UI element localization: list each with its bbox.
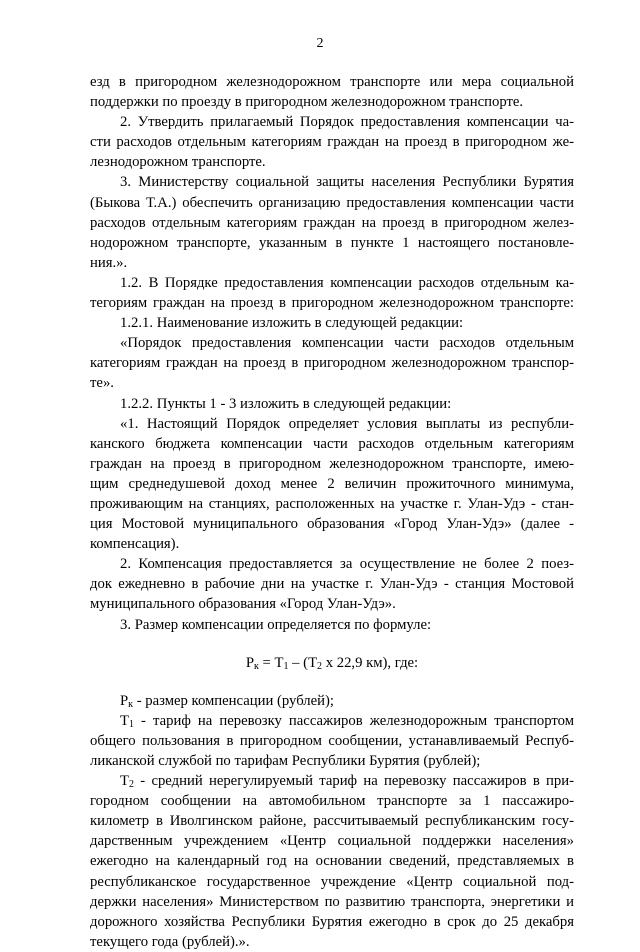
- text-line: общего пользования в пригородном сообщении, устанавливаемый Респуб-: [90, 732, 574, 749]
- text-line: держки населения» Министерством по развитию транспорта, энергетики и: [90, 893, 574, 910]
- text-line: 2. Компенсация предоставляется за осуществление не более 2 поез-: [120, 556, 574, 573]
- text-line: ликанской службой по тарифам Республики Бурятия (рублей);: [90, 753, 481, 769]
- text-line: езд в пригородном железнодорожном транспорте или мера социальной: [90, 74, 574, 90]
- def-text: - размер компенсации (рублей);: [133, 692, 334, 709]
- formula-tail: x 22,9 км), где:: [322, 654, 419, 671]
- text-line: тегориям граждан на проезд в пригородном железнодорожном транспорте:: [90, 295, 574, 312]
- text-line: граждан на проезд в пригородном железнодорожном транспорте, имею-: [90, 455, 574, 472]
- text-line: текущего года (рублей).».: [90, 933, 250, 950]
- text-line: лезнодорожном транспорте.: [90, 154, 266, 171]
- text-line: категориям граждан на проезд в пригородном железнодорожном транспор-: [90, 355, 574, 372]
- definition-t1: [90, 711, 574, 731]
- text-line: «1. Настоящий Порядок определяет условия выплаты из республи-: [120, 415, 574, 432]
- text-line: 1.2.1. Наименование изложить в следующей редакции:: [120, 315, 464, 332]
- text-line: городном сообщении на автомобильном транспорте за 1 пассажиро-: [90, 793, 574, 810]
- formula-t1-sub: 1: [283, 660, 289, 672]
- formula-p-sub: к: [254, 660, 259, 672]
- text-line: расходов отдельным категориям граждан на проезд в пригородном желез-: [90, 214, 574, 231]
- def-text: - средний нерегулируемый тариф на перевозку пассажиров в при-: [133, 773, 574, 790]
- text-line: сти расходов отдельным категориям граждан на проезд в пригородном же-: [90, 134, 574, 151]
- text-line: ция Мостовой муниципального образования «Город Улан-Удэ» (далее -: [90, 516, 574, 533]
- def-symbol: T: [120, 712, 129, 729]
- text-line: 1.2.2. Пункты 1 - 3 изложить в следующей редакции:: [120, 395, 452, 412]
- text-line: 1.2. В Порядке предоставления компенсации расходов отдельным ка-: [120, 274, 574, 291]
- text-line: те».: [90, 375, 114, 392]
- text-line: компенсация).: [90, 536, 180, 553]
- text-line: поддержки по проезду в пригородном железнодорожном транспорте.: [90, 94, 524, 111]
- text-line: 3. Министерству социальной защиты населения Республики Бурятия: [120, 174, 574, 191]
- text-line: дорожного хозяйства Республики Бурятия ежегодно в срок до 25 декабря: [90, 913, 574, 930]
- text-line: «Порядок предоставления компенсации части расходов отдельным: [120, 335, 574, 352]
- text-line: 2. Утвердить прилагаемый Порядок предоставления компенсации ча-: [120, 114, 574, 131]
- text-line: канского бюджета компенсации части расходов отдельным категориям: [90, 435, 574, 452]
- definition-t2: [90, 771, 574, 791]
- def-symbol: T: [120, 773, 129, 790]
- text-line: (Быкова Т.А.) обеспечить организацию предоставления компенсации части: [90, 194, 574, 211]
- text-line: щим среднедушевой доход менее 2 величин прожиточного минимума,: [90, 475, 574, 492]
- formula-eq: = T: [258, 654, 284, 671]
- def-symbol-sub: 1: [128, 718, 134, 730]
- def-symbol-sub: 2: [128, 779, 134, 791]
- text-line: муниципального образования «Город Улан-Удэ».: [90, 596, 396, 613]
- text-line: док ежедневно в рабочие дни на участке г. Улан-Удэ - станция Мостовой: [90, 576, 574, 593]
- text-line: нодорожном транспорте, указанным в пункте 1 настоящего постановле-: [90, 234, 574, 251]
- text-line: километр в Иволгинском районе, рассчитываемый республиканским госу-: [90, 813, 574, 830]
- text-line: республиканское государственное учреждение «Центр социальной под-: [90, 873, 574, 890]
- text-line: дарственным учреждением «Центр социальной поддержки населения»: [90, 833, 574, 850]
- def-symbol-sub: к: [128, 698, 134, 710]
- def-text: - тариф на перевозку пассажиров железнодорожным транспортом: [133, 712, 574, 729]
- compensation-formula: [90, 653, 574, 673]
- formula-mid: – (T: [288, 654, 318, 671]
- formula-t2-sub: 2: [317, 660, 323, 672]
- def-symbol: P: [120, 692, 129, 709]
- text-line: ежегодно на календарный год на основании сведений, представляемых в: [90, 853, 574, 870]
- document-body: [90, 72, 574, 952]
- page-number: 2: [316, 36, 324, 51]
- text-line: ния.».: [90, 254, 128, 271]
- definition-pk: [90, 691, 574, 711]
- formula-p: P: [245, 654, 255, 671]
- text-line: 3. Размер компенсации определяется по формуле:: [120, 616, 432, 633]
- text-line: проживающим на станциях, расположенных на участке г. Улан-Удэ - стан-: [90, 495, 574, 512]
